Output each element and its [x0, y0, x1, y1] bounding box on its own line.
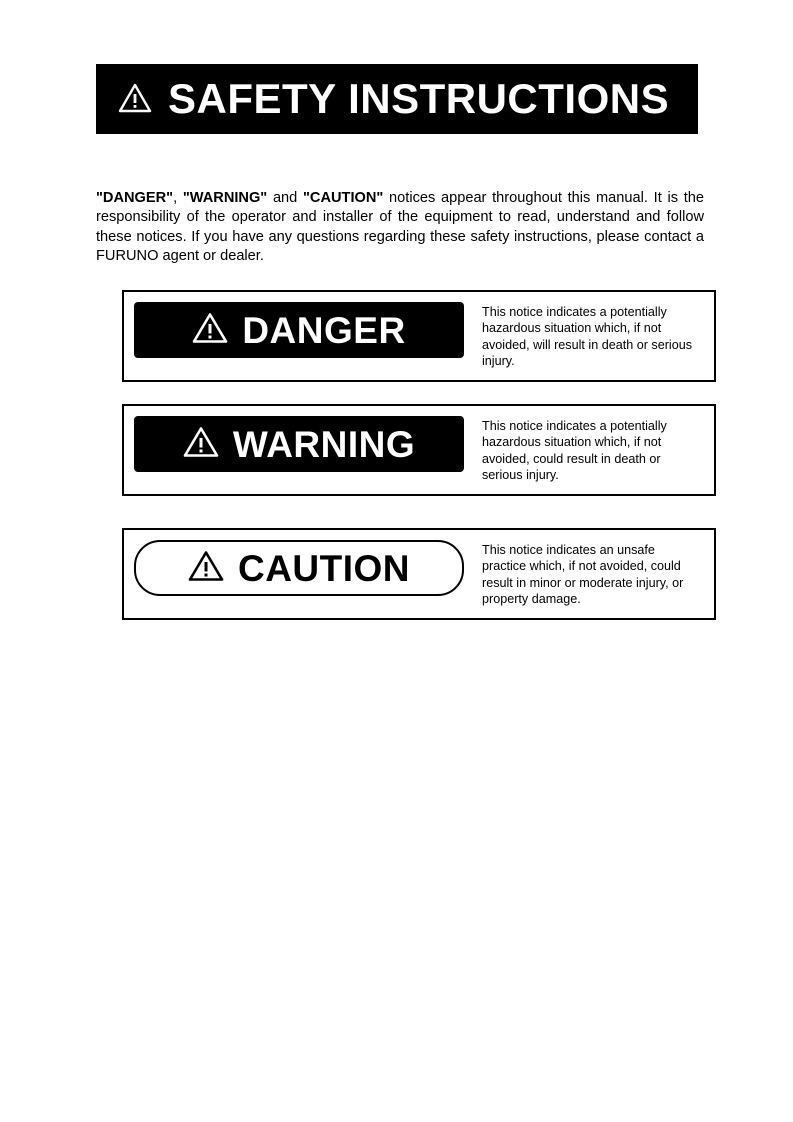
- intro-body: notices appear throughout this manual. It is the responsibility of the operator and installer of the equipment to read, understand and follow these notices. If you have any questions regarding these safety instructions, please contact a FURUNO agent or dealer.: [96, 189, 704, 265]
- intro-warning-term: "WARNING": [182, 189, 268, 206]
- danger-description: This notice indicates a potentially hazardous situation which, if not avoided, will result in death or serious injury.: [482, 305, 693, 369]
- intro-paragraph: [96, 189, 704, 267]
- warning-triangle-icon: [118, 83, 152, 118]
- warning-triangle-icon: [192, 312, 228, 349]
- notice-box-warning: [122, 404, 716, 496]
- warning-triangle-icon: [183, 426, 219, 463]
- page-title: SAFETY INSTRUCTIONS: [168, 75, 670, 122]
- notice-box-danger: [122, 290, 716, 382]
- danger-label-plate: [134, 302, 464, 358]
- warning-label-plate: [134, 416, 464, 472]
- notice-box-caution: [122, 528, 716, 620]
- caution-description: This notice indicates an unsafe practice which, if not avoided, could result in minor or moderate injury, or property damage.: [482, 543, 684, 607]
- warning-triangle-icon: [188, 550, 224, 587]
- warning-description: This notice indicates a potentially hazardous situation which, if not avoided, could result in death or serious injury.: [482, 419, 667, 483]
- intro-danger-term: "DANGER": [96, 189, 174, 206]
- intro-caution-term: "CAUTION": [303, 189, 384, 206]
- intro-sep-1: ,: [173, 189, 183, 206]
- warning-label: WARNING: [232, 423, 416, 465]
- safety-instructions-banner: [96, 64, 698, 134]
- intro-sep-2: and: [267, 189, 303, 206]
- caution-label: CAUTION: [237, 547, 411, 589]
- danger-label: DANGER: [242, 309, 406, 351]
- caution-label-plate: [134, 540, 464, 596]
